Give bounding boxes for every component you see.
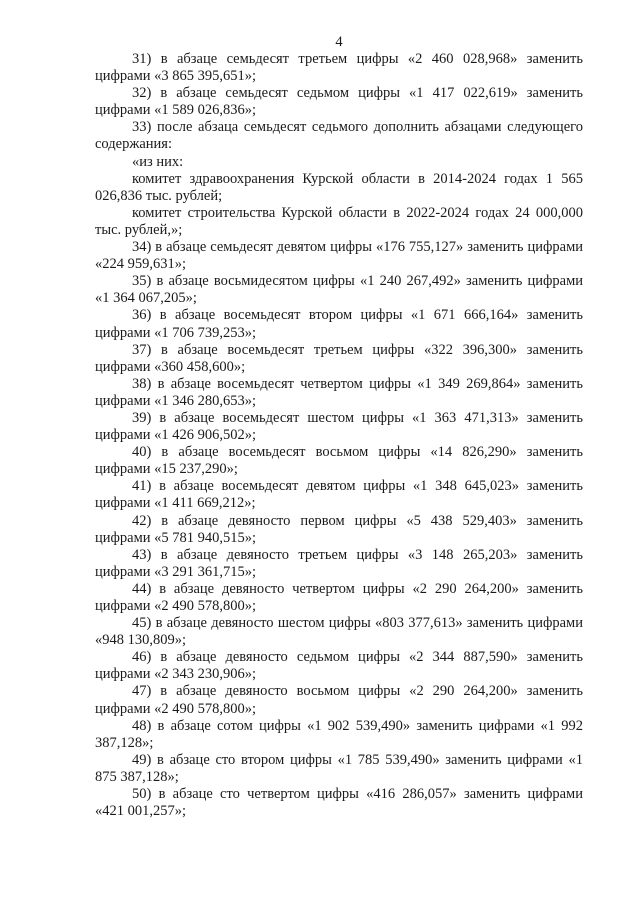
amendment-paragraph-50: 50) в абзаце сто четвертом цифры «416 286,057» заменить цифрами «421 001,257»;	[95, 786, 583, 820]
amendment-paragraph-39: 39) в абзаце восемьдесят шестом цифры «1 363 471,313» заменить цифрами «1 426 906,502»;	[95, 409, 583, 444]
amendment-paragraph-35: 35) в абзаце восьмидесятом цифры «1 240 267,492» заменить цифрами «1 364 067,205»;	[95, 273, 583, 307]
quote-paragraph-intro: «из них:	[132, 153, 184, 170]
amendment-paragraph-44: 44) в абзаце девяносто четвертом цифры «2 290 264,200» заменить цифрами «2 490 578,800»;	[95, 580, 583, 614]
amendment-paragraph-37: 37) в абзаце восемьдесят третьем цифры «322 396,300» заменить цифрами «360 458,600»;	[95, 341, 583, 375]
amendment-paragraph-46: 46) в абзаце девяносто седьмом цифры «2 344 887,590» заменить цифрами «2 343 230,906»;	[95, 649, 583, 683]
amendment-paragraph-42: 42) в абзаце девяносто первом цифры «5 438 529,403» заменить цифрами «5 781 940,515»;	[95, 512, 583, 546]
amendment-paragraph-32: 32) в абзаце семьдесят седьмом цифры «1 417 022,619» заменить цифрами «1 589 026,836»;	[95, 85, 583, 119]
amendment-paragraph-36: 36) в абзаце восемьдесят втором цифры «1 671 666,164» заменить цифрами «1 706 739,253»;	[95, 307, 583, 341]
amendment-paragraph-48: 48) в абзаце сотом цифры «1 902 539,490» заменить цифрами «1 992 387,128»;	[95, 717, 583, 751]
amendment-paragraph-47: 47) в абзаце девяносто восьмом цифры «2 290 264,200» заменить цифрами «2 490 578,800»;	[95, 683, 583, 717]
quote-paragraph-health-committee: комитет здравоохранения Курской области в 2014-2024 годах 1 565 026,836 тыс. рублей;	[95, 170, 583, 204]
quote-paragraph-construction-committee: комитет строительства Курской области в 2022-2024 годах 24 000,000 тыс. рублей,»;	[95, 204, 583, 238]
amendment-paragraph-40: 40) в абзаце восемьдесят восьмом цифры «14 826,290» заменить цифрами «15 237,290»;	[95, 444, 583, 478]
amendment-paragraph-31: 31) в абзаце семьдесят третьем цифры «2 460 028,968» заменить цифрами «3 865 395,651»;	[95, 51, 583, 85]
amendment-paragraph-34: 34) в абзаце семьдесят девятом цифры «176 755,127» заменить цифрами «224 959,631»;	[95, 239, 583, 273]
amendment-paragraph-41: 41) в абзаце восемьдесят девятом цифры «1 348 645,023» заменить цифрами «1 411 669,212»;	[95, 478, 583, 512]
amendment-paragraph-45: 45) в абзаце девяносто шестом цифры «803 377,613» заменить цифрами «948 130,809»;	[95, 615, 583, 649]
amendment-paragraph-38: 38) в абзаце восемьдесят четвертом цифры «1 349 269,864» заменить цифрами «1 346 280,653»;	[95, 375, 583, 409]
amendment-paragraph-43: 43) в абзаце девяносто третьем цифры «3 148 265,203» заменить цифрами «3 291 361,715»;	[95, 546, 583, 580]
amendment-paragraph-49: 49) в абзаце сто втором цифры «1 785 539,490» заменить цифрами «1 875 387,128»;	[95, 751, 583, 785]
page-number: 4	[335, 34, 343, 50]
amendment-paragraph-33: 33) после абзаца семьдесят седьмого дополнить абзацами следующего содержания:	[95, 119, 583, 153]
